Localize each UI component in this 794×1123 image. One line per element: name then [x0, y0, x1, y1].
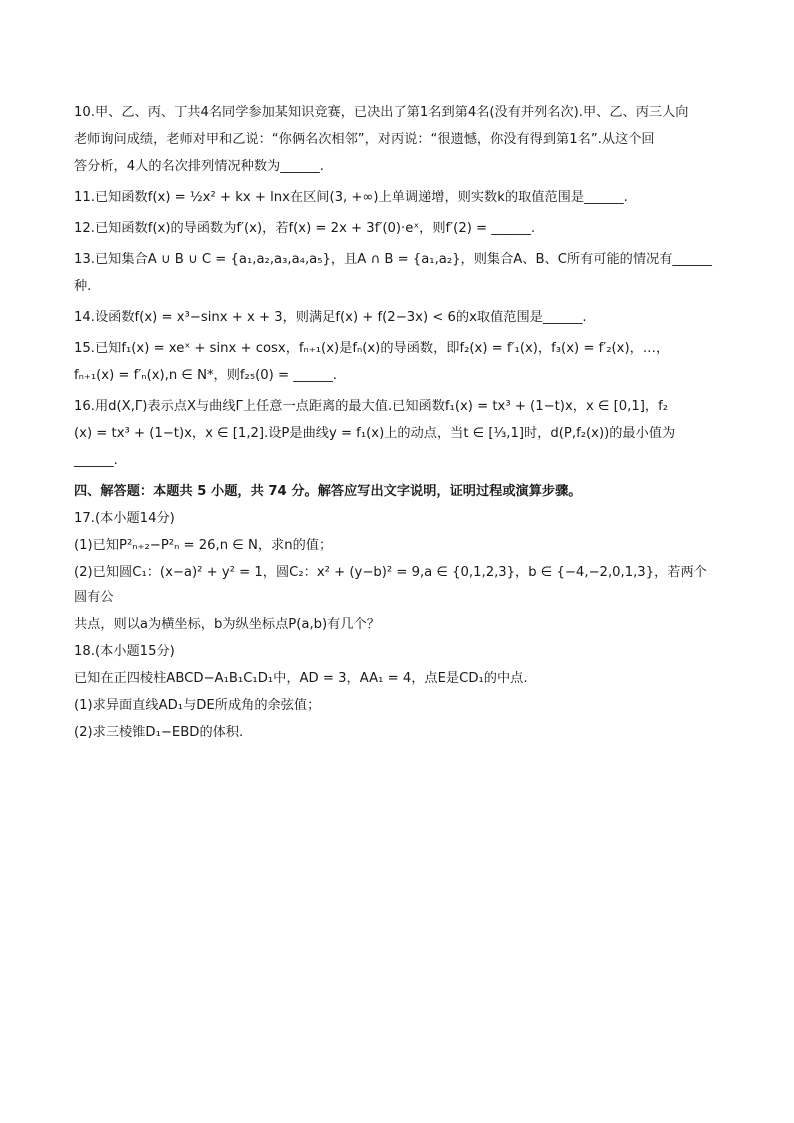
problem-10-line-2: 老师询问成绩，老师对甲和乙说：“你俩名次相邻”，对丙说：“很遗憾，你没有得到第1名”.从这个回 [74, 132, 655, 147]
problem-10-line-3: 答分析，4人的名次排列情况种数为______. [74, 159, 324, 174]
problem-16-line-3: ______. [74, 453, 118, 468]
problem-13-line-2: 种. [74, 279, 92, 294]
problem-12-line-1: 12.已知函数f(x)的导函数为f′(x)，若f(x) = 2x + 3f′(0)·eˣ，则f′(2) = ______. [74, 221, 536, 236]
problem-15-line-2: fₙ₊₁(x) = f′ₙ(x),n ∈ N*，则f₂₅(0) = ______. [74, 368, 337, 383]
problem-16-line-2: (x) = tx³ + (1−t)x，x ∈ [1,2].设P是曲线y = f₁(x)上的动点，当t ∈ [⅓,1]时，d(P,f₂(x))的最小值为 [74, 426, 676, 441]
problem-18 [74, 639, 720, 745]
problem-18-stem: 已知在正四棱柱ABCD−A₁B₁C₁D₁中，AD = 3，AA₁ = 4，点E是CD₁的中点. [74, 671, 528, 686]
problem-16-line-1: 16.用d(X,Γ)表示点X与曲线Γ上任意一点距离的最大值.已知函数f₁(x) = tx³ + (1−t)x，x ∈ [0,1]，f₂ [74, 399, 669, 414]
problem-15 [74, 336, 720, 388]
problem-17-part-2-line-1: (2)已知圆C₁：(x−a)² + y² = 1，圆C₂：x² + (y−b)² = 9,a ∈ {0,1,2,3}，b ∈ {−4,−2,0,1,3}，若两个圆有公 [74, 565, 707, 605]
problem-14 [74, 305, 720, 330]
problem-10 [74, 100, 720, 179]
problem-14-line-1: 14.设函数f(x) = x³−sinx + x + 3，则满足f(x) + f(2−3x) < 6的x取值范围是______. [74, 310, 587, 325]
problem-17-part-2-line-2: 共点，则以a为横坐标，b为纵坐标点P(a,b)有几个？ [74, 617, 380, 632]
problem-16 [74, 394, 720, 473]
problem-18-part-1: (1)求异面直线AD₁与DE所成角的余弦值； [74, 698, 321, 713]
problem-12 [74, 216, 720, 241]
problem-17-title: 17.(本小题14分) [74, 511, 175, 526]
problem-11-line-1: 11.已知函数f(x) = ½x² + kx + lnx在区间(3, +∞)上单调递增，则实数k的取值范围是______. [74, 190, 628, 205]
problem-13 [74, 247, 720, 299]
problem-18-part-2: (2)求三棱锥D₁−EBD的体积. [74, 725, 244, 740]
problem-11 [74, 185, 720, 210]
problem-18-title: 18.(本小题15分) [74, 644, 175, 659]
section-four-heading: 四、解答题：本题共 5 小题，共 74 分。解答应写出文字说明，证明过程或演算步骤。 [74, 484, 582, 499]
page-content [74, 100, 720, 747]
problem-15-line-1: 15.已知f₁(x) = xeˣ + sinx + cosx，fₙ₊₁(x)是fₙ(x)的导函数，即f₂(x) = f′₁(x)，f₃(x) = f′₂(x)，…， [74, 341, 670, 356]
problem-17-part-1: (1)已知P²ₙ₊₂−P²ₙ = 26,n ∈ N，求n的值； [74, 538, 333, 553]
problem-13-line-1: 13.已知集合A ∪ B ∪ C = {a₁,a₂,a₃,a₄,a₅}，且A ∩ B = {a₁,a₂}，则集合A、B、C所有可能的情况有______ [74, 252, 712, 267]
problem-17 [74, 506, 720, 637]
problem-10-line-1: 10.甲、乙、丙、丁共4名同学参加某知识竞赛，已决出了第1名到第4名(没有并列名次).甲、乙、丙三人向 [74, 105, 689, 120]
